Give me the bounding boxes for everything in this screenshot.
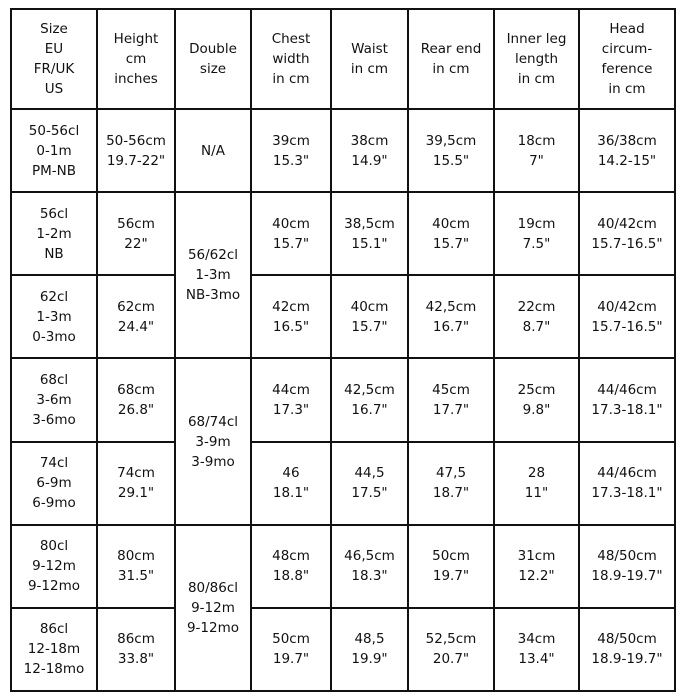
size-cell: 80cl 9-12m 9-12mo: [11, 525, 97, 608]
table-row: [11, 109, 675, 192]
size-cell: 62cl 1-3m 0-3mo: [11, 275, 97, 358]
size-chart-table: [10, 8, 676, 692]
rear-cell: 50cm 19.7": [408, 525, 494, 608]
table-row: [11, 442, 675, 525]
size-cell: 56cl 1-2m NB: [11, 192, 97, 275]
inner-leg-cell: 25cm 9.8": [494, 358, 579, 441]
header-size: Size EU FR/UK US: [11, 9, 97, 109]
inner-leg-cell: 31cm 12.2": [494, 525, 579, 608]
size-cell: 50-56cl 0-1m PM-NB: [11, 109, 97, 192]
rear-cell: 45cm 17.7": [408, 358, 494, 441]
header-head-circumference: Head circum- ference in cm: [579, 9, 675, 109]
waist-cell: 44,5 17.5": [331, 442, 408, 525]
inner-leg-cell: 19cm 7.5": [494, 192, 579, 275]
height-cell: 56cm 22": [97, 192, 175, 275]
head-cell: 48/50cm 18.9-19.7": [579, 525, 675, 608]
waist-cell: 40cm 15.7": [331, 275, 408, 358]
height-cell: 62cm 24.4": [97, 275, 175, 358]
height-cell: 74cm 29.1": [97, 442, 175, 525]
size-cell: 74cl 6-9m 6-9mo: [11, 442, 97, 525]
table-row: [11, 358, 675, 441]
header-rear-end: Rear end in cm: [408, 9, 494, 109]
double-size-cell: N/A: [175, 109, 251, 192]
chest-cell: 40cm 15.7": [251, 192, 331, 275]
chest-cell: 39cm 15.3": [251, 109, 331, 192]
header-chest-width: Chest width in cm: [251, 9, 331, 109]
header-row: [11, 9, 675, 109]
waist-cell: 48,5 19.9": [331, 608, 408, 691]
inner-leg-cell: 18cm 7": [494, 109, 579, 192]
table-row: [11, 192, 675, 275]
rear-cell: 42,5cm 16.7": [408, 275, 494, 358]
inner-leg-cell: 22cm 8.7": [494, 275, 579, 358]
size-cell: 86cl 12-18m 12-18mo: [11, 608, 97, 691]
rear-cell: 47,5 18.7": [408, 442, 494, 525]
head-cell: 44/46cm 17.3-18.1": [579, 358, 675, 441]
table-row: [11, 525, 675, 608]
chest-cell: 46 18.1": [251, 442, 331, 525]
chest-cell: 44cm 17.3": [251, 358, 331, 441]
header-waist: Waist in cm: [331, 9, 408, 109]
header-double-size: Double size: [175, 9, 251, 109]
inner-leg-cell: 28 11": [494, 442, 579, 525]
rear-cell: 52,5cm 20.7": [408, 608, 494, 691]
header-inner-leg: Inner leg length in cm: [494, 9, 579, 109]
double-size-cell: 56/62cl 1-3m NB-3mo: [175, 192, 251, 358]
chest-cell: 50cm 19.7": [251, 608, 331, 691]
chest-cell: 48cm 18.8": [251, 525, 331, 608]
height-cell: 68cm 26.8": [97, 358, 175, 441]
height-cell: 50-56cm 19.7-22": [97, 109, 175, 192]
height-cell: 80cm 31.5": [97, 525, 175, 608]
head-cell: 40/42cm 15.7-16.5": [579, 192, 675, 275]
head-cell: 48/50cm 18.9-19.7": [579, 608, 675, 691]
table-row: [11, 275, 675, 358]
head-cell: 44/46cm 17.3-18.1": [579, 442, 675, 525]
waist-cell: 42,5cm 16.7": [331, 358, 408, 441]
waist-cell: 46,5cm 18.3": [331, 525, 408, 608]
rear-cell: 40cm 15.7": [408, 192, 494, 275]
waist-cell: 38,5cm 15.1": [331, 192, 408, 275]
inner-leg-cell: 34cm 13.4": [494, 608, 579, 691]
size-cell: 68cl 3-6m 3-6mo: [11, 358, 97, 441]
double-size-cell: 68/74cl 3-9m 3-9mo: [175, 358, 251, 524]
head-cell: 40/42cm 15.7-16.5": [579, 275, 675, 358]
waist-cell: 38cm 14.9": [331, 109, 408, 192]
table-row: [11, 608, 675, 691]
rear-cell: 39,5cm 15.5": [408, 109, 494, 192]
head-cell: 36/38cm 14.2-15": [579, 109, 675, 192]
height-cell: 86cm 33.8": [97, 608, 175, 691]
chest-cell: 42cm 16.5": [251, 275, 331, 358]
double-size-cell: 80/86cl 9-12m 9-12mo: [175, 525, 251, 691]
header-height: Height cm inches: [97, 9, 175, 109]
